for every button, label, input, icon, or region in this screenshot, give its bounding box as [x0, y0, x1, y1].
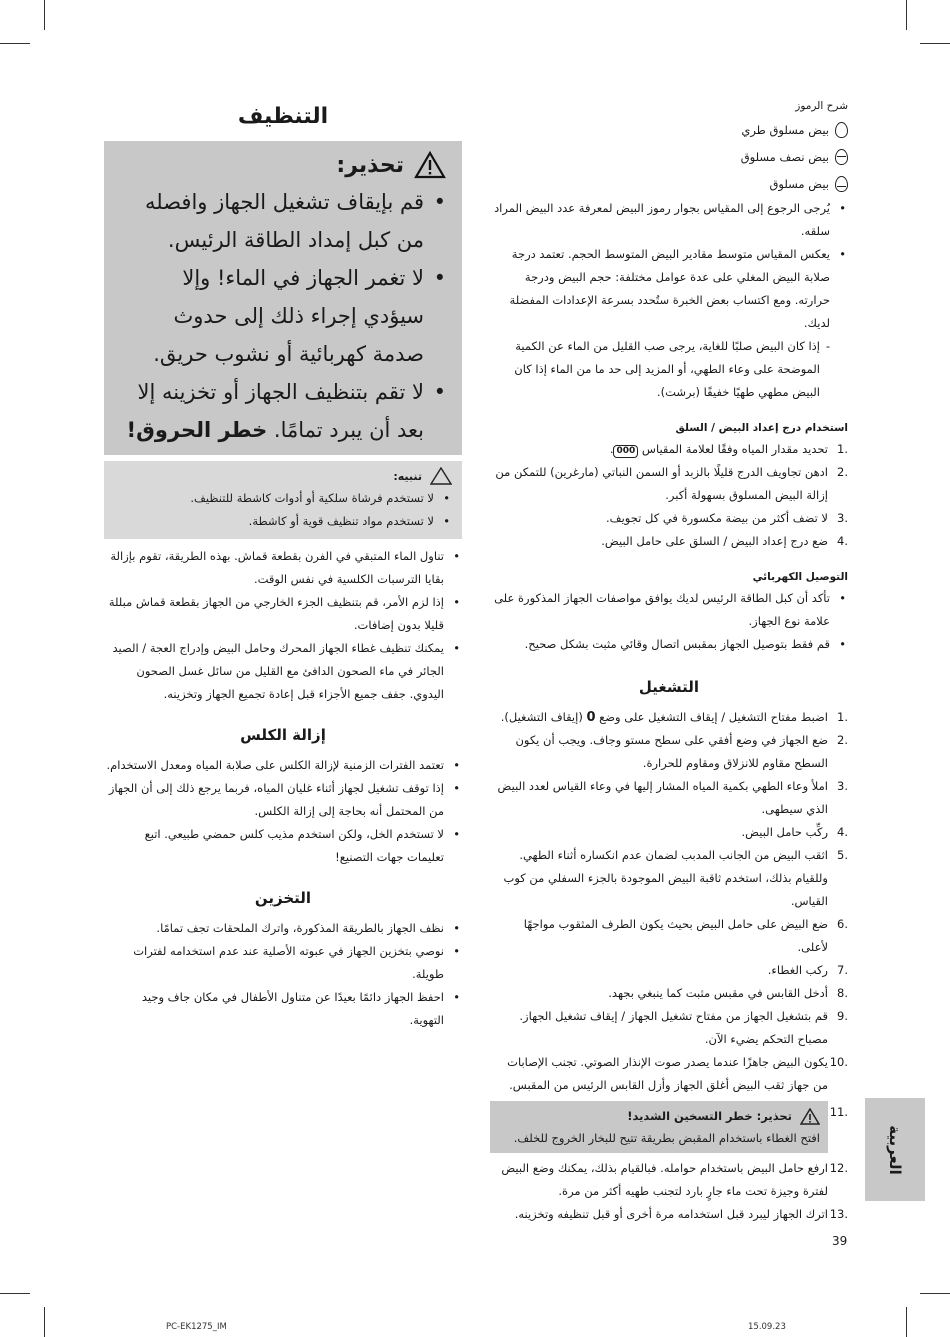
trays-steps — [490, 438, 848, 553]
caution-box — [104, 461, 462, 539]
electrical-list — [490, 587, 848, 656]
list-item: • قم فقط بتوصيل الجهاز بمقبس اتصال وقائي مثبت بشكل صحيح. — [490, 633, 848, 656]
list-item: 3. لا تضف أكثر من بيضة مكسورة في كل تجويف. — [606, 511, 848, 525]
list-item: • تأكد أن كبل الطاقة الرئيس لديك يوافق مواصفات الجهاز المذكورة على علامة نوع الجهاز. — [490, 587, 848, 633]
list-item: 2. ضع الجهاز في وضع أفقي على سطح مستو وجاف. ويجب أن يكون السطح مقاوم للانزلاق ومقاوم للحرارة. — [515, 733, 848, 770]
list-item: 10. يكون البيض جاهزًا عندما يصدر صوت الإنذار الصوتي. تجنب الإصابات من جهاز ثقب البيض أغلق الجهاز وأزل القابس الرئيس من المقبس. — [507, 1055, 848, 1092]
list-item: • لا تغمر الجهاز في الماء! وإلا سيؤدي إجراء ذلك إلى حدوث صدمة كهربائية أو نشوب حريق. — [120, 259, 446, 373]
legend-row — [490, 143, 848, 170]
soft-boiled-egg-icon — [835, 176, 848, 192]
footer-date: 15.09.23 — [748, 1322, 786, 1332]
trays-title: استخدام درج إعداد البيض / السلق — [675, 422, 848, 434]
right-column — [490, 100, 848, 1226]
caution-icon — [430, 467, 452, 485]
list-item: • لا تستخدم مواد تنظيف قوية أو كاشطة. — [114, 510, 452, 533]
cleaning-warning-list — [120, 183, 446, 449]
legend-label: بيض مسلوق — [769, 176, 829, 191]
crop-mark — [906, 0, 907, 30]
intro-note: - إذا كان البيض صلبًا للغاية، يرجى صب القليل من الماء عن الكمية الموضحة على وعاء الطهي، أو المزيد إلى حد ما من الماء إذا كان البيض مطهي طهيًا خفيفًا (برشت). — [490, 335, 848, 404]
electrical-title: التوصيل الكهربائي — [752, 571, 848, 583]
legend-row — [490, 170, 848, 197]
descaling-list — [104, 754, 462, 869]
language-tab — [865, 1098, 925, 1201]
list-item: • نظف الجهاز بالطريقة المذكورة، واترك الملحقات تجف تمامًا. — [104, 917, 462, 940]
list-item: • نوصي بتخزين الجهاز في عبوته الأصلية عند عدم استخدامه لفترات طويلة. — [104, 940, 462, 986]
list-item: 2. ادهن تجاويف الدرج قليلًا بالزبد أو السمن النباتي (مارغرين) للتمكن من إزالة البيض المسلوق بسهولة أكبر. — [495, 465, 848, 502]
heat-warning-title: تحذير: خطر التسخين الشديد! — [627, 1109, 792, 1123]
page-number: 39 — [832, 1234, 848, 1248]
list-item: 4. ضع درج إعداد البيض / السلق على حامل البيض. — [601, 534, 848, 548]
list-item: • يعكس المقياس متوسط مقادير البيض المتوسط الحجم. تعتمد درجة صلابة البيض المغلي على عدة عوامل مختلفة: حجم البيض ودرجة حرارته. ومع اكتساب بعض الخبرة ستُحدد بسرعة الإعدادات المفضلة لديك. — [490, 243, 848, 335]
legend-title: شرح الرموز — [795, 100, 848, 112]
legend — [490, 116, 848, 197]
heat-warning-text: افتح الغطاء باستخدام المقبض بطريقة تتيح للبخار الخروج للخلف. — [513, 1131, 820, 1145]
storage-list — [104, 917, 462, 1032]
hard-boiled-egg-icon — [835, 122, 848, 138]
crop-mark — [0, 43, 30, 44]
list-item: • لا تستخدم فرشاة سلكية أو أدوات كاشطة للتنظيف. — [114, 487, 452, 510]
left-column — [104, 100, 462, 1032]
list-item: 13. اترك الجهاز ليبرد قبل استخدامه مرة أخرى أو قبل تنظيفه وتخزينه. — [514, 1207, 848, 1221]
language-tab-label: العربية — [886, 1124, 904, 1175]
cleaning-title: التنظيف — [237, 104, 329, 129]
caution-list — [114, 487, 452, 533]
list-item: • احفظ الجهاز دائمًا بعيدًا عن متناول الأطفال في مكان جاف وجيد التهوية. — [104, 986, 462, 1032]
water-level-badge: 000 — [613, 445, 638, 458]
list-item: 1. اضبط مفتاح التشغيل / إيقاف التشغيل على وضع 0 (إيقاف التشغيل). — [500, 710, 848, 725]
list-item: • لا تستخدم الخل، ولكن استخدم مذيب كلس حمضي طبيعي. اتبع تعليمات جهات التصنيع! — [104, 823, 462, 869]
list-item: • لا تقم بتنظيف الجهاز أو تخزينه إلا بعد أن يبرد تمامًا. خطر الحروق! — [120, 373, 446, 449]
legend-label: بيض نصف مسلوق — [740, 149, 829, 164]
descaling-title: إزالة الكلس — [240, 726, 326, 744]
list-item: • يُرجى الرجوع إلى المقياس بجوار رموز البيض لمعرفة عدد البيض المراد سلقه. — [490, 197, 848, 243]
list-item: 7. ركب الغطاء. — [767, 963, 848, 977]
list-item: • قم بإيقاف تشغيل الجهاز وافصله من كبل إمداد الطاقة الرئيس. — [120, 183, 446, 259]
list-item: 5. اثقب البيض من الجانب المدبب لضمان عدم انكساره أثناء الطهي. وللقيام بذلك، استخدم ثاقبة البيض الموجودة بالجزء السفلي من كوب القياس. — [503, 848, 848, 908]
list-item: 12. ارفع حامل البيض باستخدام حوامله. فبالقيام بذلك، يمكنك وضع البيض لفترة وجيزة تحت ماء جارٍ بارد لتجنب طهيه أكثر من مرة. — [501, 1161, 848, 1198]
footer-model: PC-EK1275_IM — [166, 1322, 227, 1332]
list-item: 11. تحذير: خطر التسخين الشديد! افتح الغطاء باستخدام المقبض بطريقة تتيح للبخار الخروج للخلف. — [490, 1101, 848, 1153]
list-item: 8. أدخل القابس في مقبس مثبت كما ينبغي بجهد. — [608, 986, 848, 1000]
list-item: • إذا لزم الأمر، قم بتنظيف الجزء الخارجي من الجهاز بقطعة قماش مبللة قليلا بدون إضافات. — [104, 591, 462, 637]
legend-row — [490, 116, 848, 143]
list-item: • يمكنك تنظيف غطاء الجهاز المحرك وحامل البيض وإدراج العجة / الصيد الجائر في ماء الصحون الدافئ مع القليل من سائل غسل الصحون اليدوي. جفف جميع الأجزاء قبل إعادة تجميع الجهاز وتخزينه. — [104, 637, 462, 706]
caution-title: تنبيه: — [393, 469, 422, 483]
cleaning-warning-box — [104, 141, 462, 455]
crop-mark — [44, 0, 45, 30]
operation-steps — [490, 706, 848, 1226]
list-item: 6. ضع البيض على حامل البيض بحيث يكون الطرف المثقوب مواجهًا لأعلى. — [523, 917, 848, 954]
heat-warning-box — [490, 1101, 828, 1153]
crop-mark — [44, 1307, 45, 1337]
medium-boiled-egg-icon — [835, 149, 848, 165]
operation-title: التشغيل — [638, 678, 700, 696]
cleaning-warning-title: تحذير: — [336, 152, 404, 178]
crop-mark — [906, 1307, 907, 1337]
list-item: 9. قم بتشغيل الجهاز من مفتاح تشغيل الجهاز / إيقاف تشغيل الجهاز. مصباح التحكم يضيء الآن. — [519, 1009, 848, 1046]
crop-mark — [920, 43, 950, 44]
warning-icon — [800, 1108, 820, 1125]
crop-mark — [920, 1293, 950, 1294]
storage-title: التخزين — [254, 889, 312, 907]
list-item: 1. تحديد مقدار المياه وفقًا لعلامة المقياس 000. — [609, 442, 848, 456]
list-item: 4. ركِّب حامل البيض. — [741, 825, 848, 839]
list-item: • تعتمد الفترات الزمنية لإزالة الكلس على صلابة المياه ومعدل الاستخدام. — [104, 754, 462, 777]
list-item: 3. املأ وعاء الطهي بكمية المياه المشار إليها في وعاء القياس لعدد البيض الذي سيطهى. — [497, 779, 848, 816]
legend-label: بيض مسلوق طري — [741, 122, 829, 137]
intro-list — [490, 197, 848, 335]
cleaning-list — [104, 545, 462, 706]
list-item: • تناول الماء المتبقي في الفرن بقطعة قماش. بهذه الطريقة، تقوم بإزالة بقايا الترسبات الكلسية في نفس الوقت. — [104, 545, 462, 591]
list-item: • إذا توقف تشغيل لجهاز أثناء غليان المياه، فربما يرجع ذلك إلى أن الجهاز من المحتمل أنه بحاجة إلى إزالة الكلس. — [104, 777, 462, 823]
warning-icon — [414, 151, 446, 179]
crop-mark — [0, 1293, 30, 1294]
